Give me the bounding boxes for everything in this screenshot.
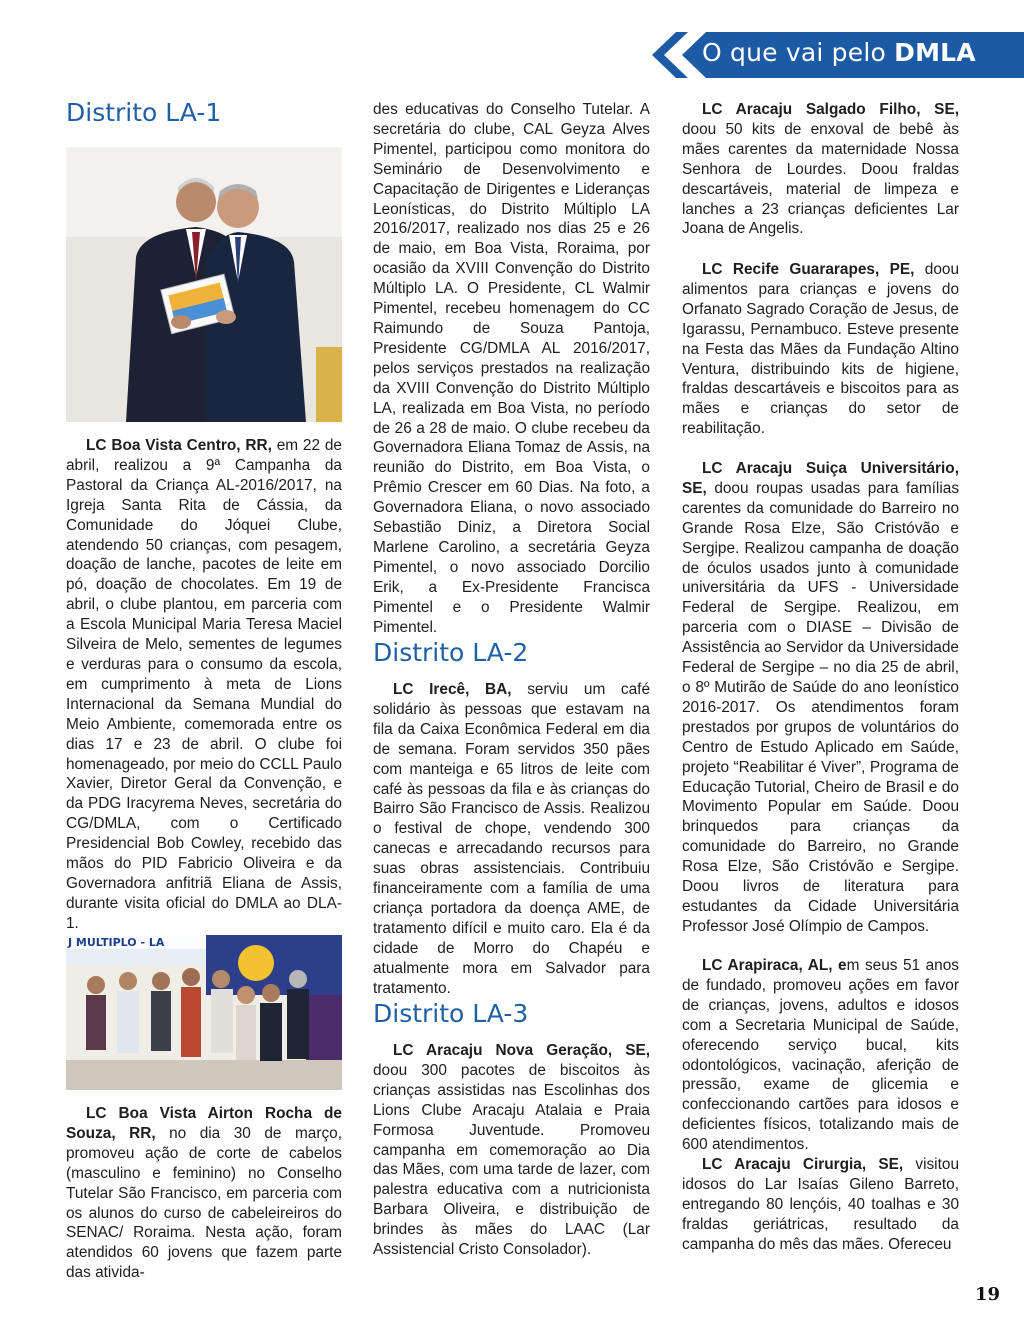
article-recife-guararapes xyxy=(682,260,959,439)
article-suica-universitario xyxy=(682,459,959,937)
article-continuation xyxy=(373,100,650,637)
article-lead: LC Arapiraca, AL, e xyxy=(702,957,847,974)
article-body: doou 300 pacotes de biscoitos às crianças assistidas nas Escolinhas dos Lions Clube Aracaju Atalaia e Praia Formosa Juventude. Promoveu campanha em comemoração ao Dia das Mães, com uma tarde de lazer, com palestra educativa com a nutricionista Barbara Oliveira, e distribuição de brindes às mães do LAAC (Lar Assistencial Cristo Consolador). xyxy=(373,1061,650,1259)
article-nova-geracao xyxy=(373,1041,650,1260)
article-lead: LC Aracaju Cirurgia, SE, xyxy=(702,1156,904,1173)
article-boa-vista-centro xyxy=(66,436,342,934)
banner-prefix: O que vai pelo xyxy=(702,38,886,67)
photo-group xyxy=(66,935,342,1090)
article-body: visitou idosos do Lar Isaías Gileno Barreto, entregando 80 lençóis, 40 toalhas e 30 fraldas geriátricas, resultado da campanha do mês das mães. Ofereceu xyxy=(682,1156,959,1253)
article-body: doou roupas usadas para famílias carentes da comunidade do Barreiro no Grande Rosa Elze, São Cristóvão e Sergipe. Realizou campanha de doação de óculos usados junto à comunidade universitária da UFS - Universidade Federal de Sergipe. Realizou, em parceria com o DIASE – Divisão de Assistência ao Servidor da Universidade Federal de Sergipe – no dia 25 de abril, o 8º Mutirão de Saúde do ano leonístico 2016-2017. Os atendimentos foram prestados por grupos de voluntários do Centro de Estudo Aplicado em Saúde, projeto “Reabilitar é Viver”, Programa de Educação Tutorial, Cheiro de Brasil e do Movimento Popular em Saúde. Doou brinquedos para crianças da comunidade do Barreiro, no Grande Rosa Elze, São Cristóvão e Sergipe. Doou livros de literatura para estudantes da Cidade Universitária Professor José Olímpio de Campos. xyxy=(682,479,960,935)
heading-distrito-la-3: Distrito LA-3 xyxy=(373,999,529,1028)
article-salgado-filho xyxy=(682,100,959,239)
two-men-certificate-icon xyxy=(66,147,342,422)
article-arapiraca xyxy=(682,956,959,1155)
article-lead: LC Irecê, BA, xyxy=(393,681,512,698)
article-body: doou 50 kits de enxoval de bebê às mães carentes da maternidade Nossa Senhora de Lourdes. Doou fraldas descartáveis, material de limpeza e lanches a 23 crianças deficientes Lar Joana de Angelis. xyxy=(682,120,959,238)
heading-distrito-la-2: Distrito LA-2 xyxy=(373,638,529,667)
group-at-convention-icon xyxy=(66,935,342,1090)
article-cirurgia xyxy=(682,1155,959,1255)
article-body: doou alimentos para crianças e jovens do Orfanato Sagrado Coração de Jesus, de Igarassu, Pernambuco. Esteve presente na Festa das Mães da Fundação Altino Ventura, distribuindo kits de higiene, fraldas descartáveis e biscoitos para as mães e crianças do setor de reabilitação. xyxy=(682,261,960,438)
article-lead: LC Recife Guararapes, PE, xyxy=(702,261,915,278)
article-lead: LC Aracaju Suiça Universitário, SE, xyxy=(682,460,959,497)
article-body: m seus 51 anos de fundado, promoveu ações em favor de crianças, jovens, adultos e idosos com a Secretaria Municipal de Saúde, oferecendo serviço bucal, kits odontológicos, vacinação, aferição de pressão, exame de glicemia e confeccionando cartões para idosos e deficientes físicos, totalizando mais de 600 atendimentos. xyxy=(682,957,959,1154)
photo-banner-text: J MULTIPLO - LA xyxy=(68,936,165,949)
banner-brand: DMLA xyxy=(894,38,976,67)
heading-distrito-la-1: Distrito LA-1 xyxy=(66,98,222,127)
article-lead: LC Aracaju Salgado Filho, SE, xyxy=(702,101,959,118)
photo-two-men xyxy=(66,147,342,422)
article-body: em 22 de abril, realizou a 9ª Campanha da Pastoral da Criança AL-2016/2017, na Igreja Santa Rita de Cássia, da Comunidade do Jóquei Clube, atendendo 50 crianças, com pesagem, doação de lanche, pacotes de leite em pó, doação de chocolates. Em 19 de abril, o clube plantou, em parceria com a Escola Municipal Maria Teresa Maciel Silveira de Melo, sementes de legumes e verduras para o consumo da escola, em cumprimento à meta de Lions Internacional da Semana Mundial do Meio Ambiente, comemorada entre os dias 17 e 23 de abril. O clube foi homenageado, por meio do CCLL Paulo Xavier, Diretor Geral da Convenção, e da PDG Iracyrema Neves, secretária do CG/DMLA, com o Certificado Presidencial Bob Cowley, recebido das mãos do PID Fabricio Oliveira e da Governadora anfitriã Eliana de Assis, durante visita oficial do DMLA ao DLA-1. xyxy=(66,437,342,932)
continuation-text: des educativas do Conselho Tutelar. A secretária do clube, CAL Geyza Alves Pimentel, participou como monitora do Seminário de Desenvolvimento e Capacitação de Dirigentes e Lideranças Leonísticas, do Distrito Múltiplo LA 2016/2017, realizado nos dias 25 e 26 de maio, em Boa Vista, Roraima, por ocasião da XVIII Convenção do Distrito Múltiplo LA. O Presidente, CL Walmir Pimentel, recebeu homenagem do CC Raimundo de Souza Pantoja, Presidente CG/DMLA AL 2016/2017, pelos serviços prestados na realização da XVIII Convenção do Distrito Múltiplo LA, realizada em Boa Vista, no período de 26 a 28 de maio. O clube recebeu da Governadora Eliana Tomaz de Assis, na reunião do Distrito, em Boa Vista, o Prêmio Crescer em 60 Dias. Na foto, a Governadora Eliana, o novo associado Sebastião Diniz, a Diretora Social Marlene Carolino, a secretária Geyza Pimentel, o novo associado Dorcilio Erik, a Ex-Presidente Francisca Pimentel e o Presidente Walmir Pimentel. xyxy=(373,101,650,636)
article-body: serviu um café solidário às pessoas que estavam na fila da Caixa Econômica Federal em dia de semana. Foram servidos 350 pães com manteiga e 65 litros de leite com café às pessoas da fila e às crianças do Bairro São Francisco de Assis. Realizou o festival de chope, vendendo 300 canecas e arrecadando recursos para suas obras assistenciais. Contribuiu financeiramente com a família de uma criança portadora da doença AME, de tratamento difícil e muito caro. Ela é da cidade de Morro do Chapéu e atualmente mora em Salvador para tratamento. xyxy=(373,681,651,997)
article-lead: LC Boa Vista Centro, RR, xyxy=(86,437,272,454)
article-lead: LC Aracaju Nova Geração, SE, xyxy=(393,1042,650,1059)
banner-title xyxy=(702,38,976,67)
article-body: no dia 30 de março, promoveu ação de corte de cabelos (masculino e feminino) no Conselho Tutelar São Francisco, em parceria com os alunos do curso de cabeleireiros do SENAC/ Roraima. Nesta ação, foram atendidos 60 jovens que fazem parte das ativida- xyxy=(66,1124,342,1282)
article-lead: LC Boa Vista Airton Rocha de Souza, RR, xyxy=(66,1105,342,1142)
page-number: 19 xyxy=(975,1284,1001,1305)
article-irece xyxy=(373,680,650,999)
section-banner xyxy=(652,32,1024,78)
article-boa-vista-airton xyxy=(66,1104,342,1283)
